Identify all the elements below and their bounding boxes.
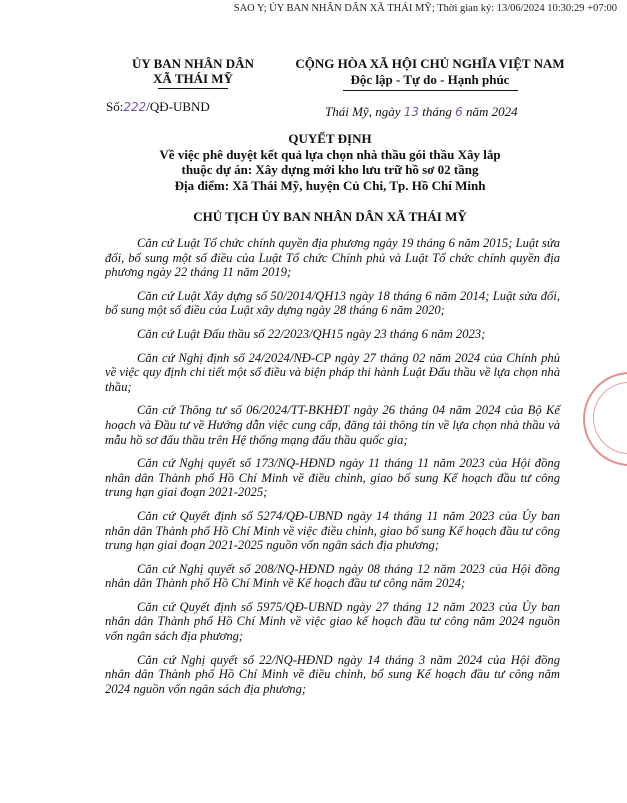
basis-paragraph: Căn cứ Nghị quyết số 173/NQ-HĐND ngày 11 tháng 11 năm 2023 của Hội đồng nhân dân Thành phố Hồ Chí Minh về điều chỉnh, giao bổ sung Kế hoạch đầu tư công trung hạn giai đoạn 2021-2025; [105, 456, 560, 500]
basis-paragraph: Căn cứ Nghị định số 24/2024/NĐ-CP ngày 27 tháng 02 năm 2024 của Chính phủ về việc quy định chi tiết một số điều và biện pháp thi hành Luật Đấu thầu về lựa chọn nhà thầu; [105, 350, 560, 394]
date-day: 13 [403, 105, 419, 119]
title-line-4: Địa điểm: Xã Thái Mỹ, huyện Củ Chi, Tp. Hồ Chí Minh [174, 177, 486, 193]
basis-paragraph: Căn cứ Quyết định số 5274/QĐ-UBND ngày 14 tháng 11 năm 2023 của Ủy ban nhân dân Thành phố Hồ Chí Minh về việc điều chỉnh, giao bổ sung Kế hoạch đầu tư công trung hạn giai đoạn 2021-2025 nguồn vốn ngân sách địa phương; [105, 508, 560, 553]
date-year: năm 2024 [466, 104, 518, 119]
motto-underline [343, 90, 518, 91]
basis-paragraph: Căn cứ Thông tư số 06/2024/TT-BKHĐT ngày 26 tháng 04 năm 2024 của Bộ Kế hoạch và Đầu tư về Hướng dẫn việc cung cấp, đăng tải thông tin về lựa chọn nhà thầu và mẫu hồ sơ đấu thầu trên Hệ thống mạng đấu thầu quốc gia; [105, 403, 560, 447]
title-line-3: thuộc dự án: Xây dựng mới kho lưu trữ hồ sơ 02 tầng [181, 162, 479, 177]
national-title: CỘNG HÒA XÃ HỘI CHỦ NGHĨA VIỆT NAM [295, 56, 565, 71]
basis-paragraph: Căn cứ Luật Tổ chức chính quyền địa phương ngày 19 tháng 6 năm 2015; Luật sửa đổi, bổ sung một số điều của Luật Tổ chức Chính phủ và Luật Tổ chức chính quyền địa phương ngày 22 tháng 11 năm 2019; [105, 236, 560, 280]
basis-paragraph: Căn cứ Luật Xây dựng số 50/2014/QH13 ngày 18 tháng 6 năm 2014; Luật sửa đổi, bổ sung một số điều của Luật xây dựng ngày 28 tháng 6 năm 2020; [105, 288, 560, 318]
document-number [106, 99, 210, 115]
basis-paragraph: Căn cứ Nghị quyết số 22/NQ-HĐND ngày 14 tháng 3 năm 2024 của Hội đồng nhân dân Thành phố Hồ Chí Minh về điều chỉnh, bổ sung Kế hoạch đầu tư công năm 2024 nguồn vốn ngân sách địa phương; [105, 652, 560, 696]
date-month-word: tháng [422, 104, 452, 119]
date-place: Thái Mỹ, ngày [325, 104, 401, 119]
date-month: 6 [455, 105, 463, 119]
national-header [285, 56, 575, 91]
authority-heading: CHỦ TỊCH ỦY BAN NHÂN DÂN XÃ THÁI MỸ [193, 209, 467, 224]
title-line-2: Về việc phê duyệt kết quả lựa chọn nhà thầu gói thầu Xây lắp [159, 146, 501, 162]
docno-suffix: /QĐ-UBND [146, 99, 210, 114]
basis-paragraph: Căn cứ Luật Đấu thầu số 22/2023/QH15 ngày 23 tháng 6 năm 2023; [137, 326, 486, 341]
basis-paragraph: Căn cứ Nghị quyết số 208/NQ-HĐND ngày 08 tháng 12 năm 2023 của Hội đồng nhân dân Thành phố Hồ Chí Minh về Kế hoạch đầu tư công năm 2024; [105, 561, 560, 591]
issuer-header [118, 56, 268, 89]
docno-prefix: Số: [106, 99, 124, 114]
issuer-line-2: XÃ THÁI MỸ [153, 71, 233, 86]
issuer-line-1: ỦY BAN NHÂN DÂN [132, 56, 254, 71]
digital-signature-line: SAO Y; ỦY BAN NHÂN DÂN XÃ THÁI MỸ; Thời gian ký: 13/06/2024 10:30:29 +07:00 [233, 3, 617, 14]
title-line-1: QUYẾT ĐỊNH [288, 131, 372, 146]
issuer-underline [158, 88, 228, 89]
basis-paragraph: Căn cứ Quyết định số 5975/QĐ-UBND ngày 27 tháng 12 năm 2023 của Ủy ban nhân dân Thành phố Hồ Chí Minh về việc giao kế hoạch đầu tư công năm 2024 nguồn vốn ngân sách địa phương; [105, 599, 560, 644]
legal-basis-body [105, 236, 560, 705]
national-motto: Độc lập - Tự do - Hạnh phúc [350, 72, 510, 87]
issue-date [325, 104, 518, 120]
decision-title [80, 131, 580, 193]
docno-handwritten: 222 [123, 100, 147, 114]
